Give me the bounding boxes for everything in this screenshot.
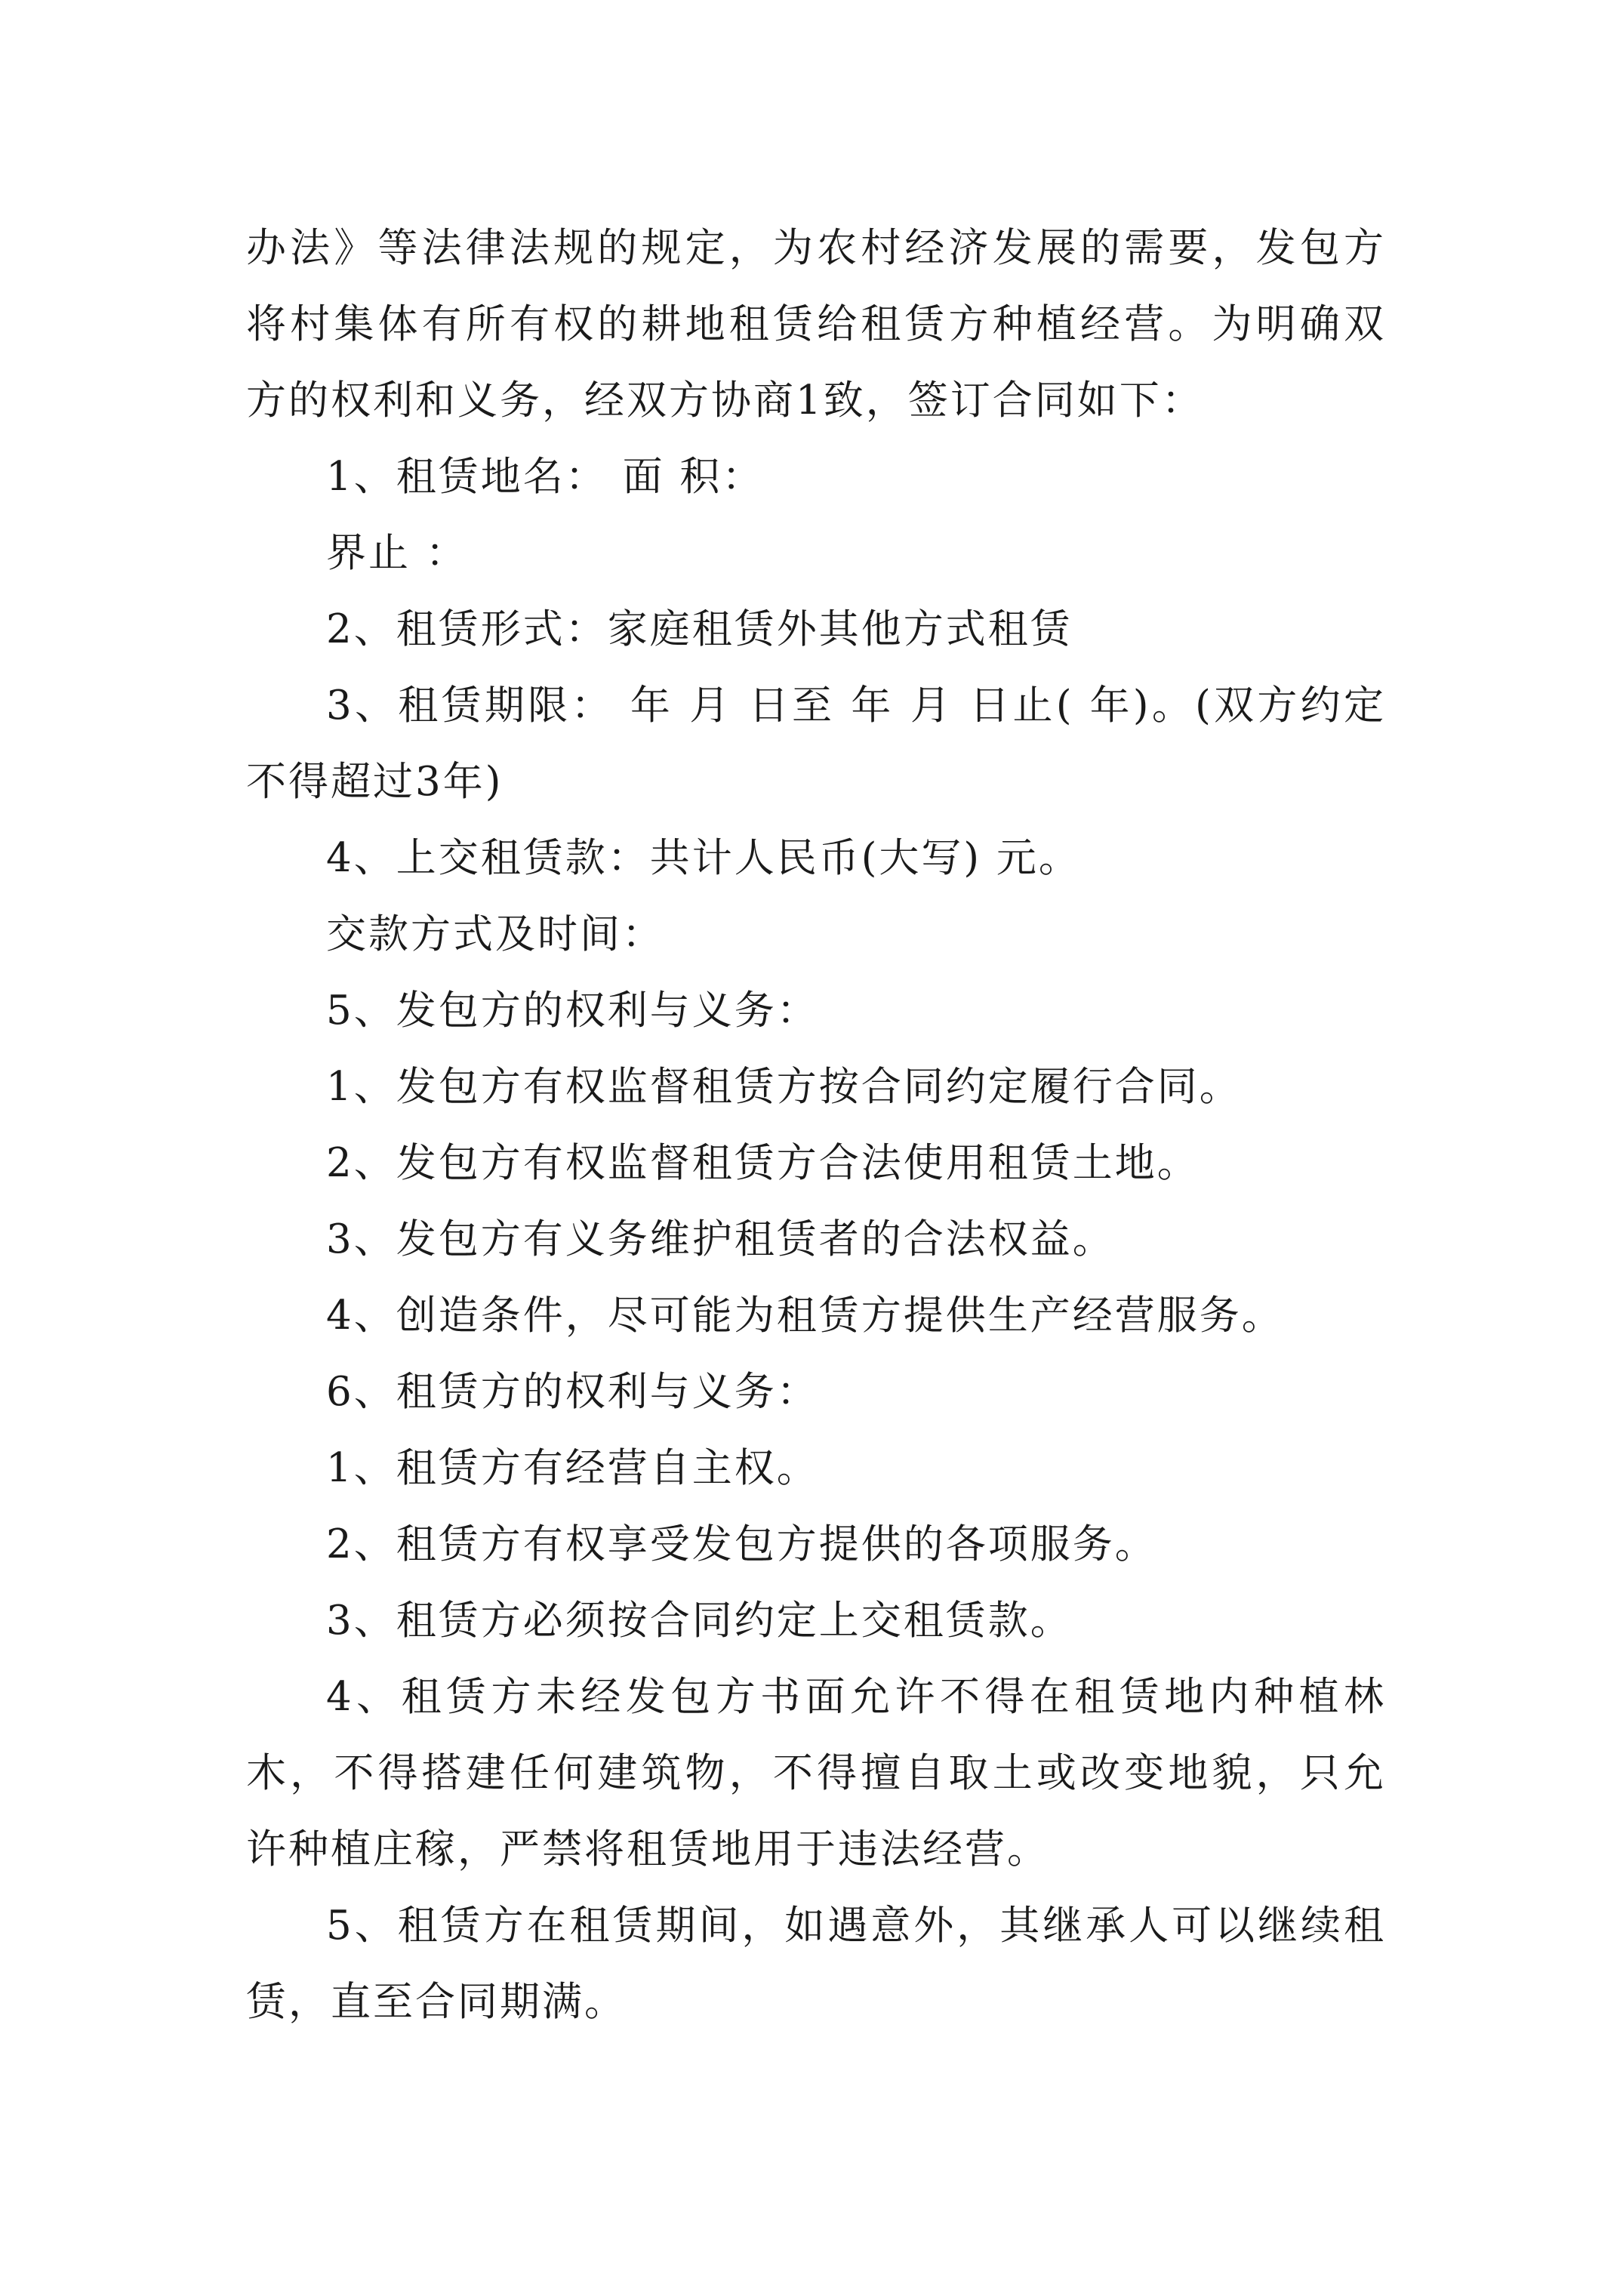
paragraph-intro: 办法》等法律法规的规定，为农村经济发展的需要，发包方将村集体有所有权的耕地租赁给租赁方种植经营。为明确双方的权利和义务，经双方协商1致，签订合同如下：: [246, 225, 1386, 424]
paragraph-lessee-right-1: 1、租赁方有经营自主权。: [326, 1445, 819, 1491]
paragraph-lessee-right-2: 2、租赁方有权享受发包方提供的各项服务。: [326, 1521, 1157, 1567]
paragraph-lessee-right-3: 3、租赁方必须按合同约定上交租赁款。: [326, 1598, 1073, 1644]
paragraph-lessor-right-4: 4、创造条件，尽可能为租赁方提供生产经营服务。: [326, 1293, 1284, 1339]
paragraph-lease-term: 3、租赁期限： 年 月 日至 年 月 日止( 年)。(双方约定不得超过3年): [246, 683, 1386, 805]
paragraph-lessee-right-4: 4、租赁方未经发包方书面允许不得在租赁地内种植林木，不得搭建任何建筑物，不得擅自取土或改变地貌，只允许种植庄稼，严禁将租赁地用于违法经营。: [246, 1674, 1386, 1872]
paragraph-boundary: 界止 ：: [326, 530, 468, 576]
paragraph-lessee-rights-heading: 6、租赁方的权利与义务：: [326, 1369, 819, 1415]
document-body: [246, 210, 1386, 2040]
paragraph-payment-method: 交款方式及时间：: [326, 911, 664, 957]
paragraph-lessor-right-3: 3、发包方有义务维护租赁者的合法权益。: [326, 1216, 1115, 1262]
paragraph-lessor-rights-heading: 5、发包方的权利与义务：: [326, 988, 819, 1034]
paragraph-lease-form: 2、租赁形式：家庭租赁外其他方式租赁: [326, 606, 1073, 652]
paragraph-lease-name: 1、租赁地名： 面 积：: [326, 454, 765, 500]
paragraph-lessor-right-1: 1、发包方有权监督租赁方按合同约定履行合同。: [326, 1064, 1242, 1110]
paragraph-lessor-right-2: 2、发包方有权监督租赁方合法使用租赁土地。: [326, 1140, 1200, 1186]
paragraph-lessee-right-5: 5、租赁方在租赁期间，如遇意外，其继承人可以继续租赁，直至合同期满。: [246, 1903, 1386, 2025]
paragraph-lease-payment: 4、上交租赁款：共计人民币(大写) 元。: [326, 835, 1081, 881]
